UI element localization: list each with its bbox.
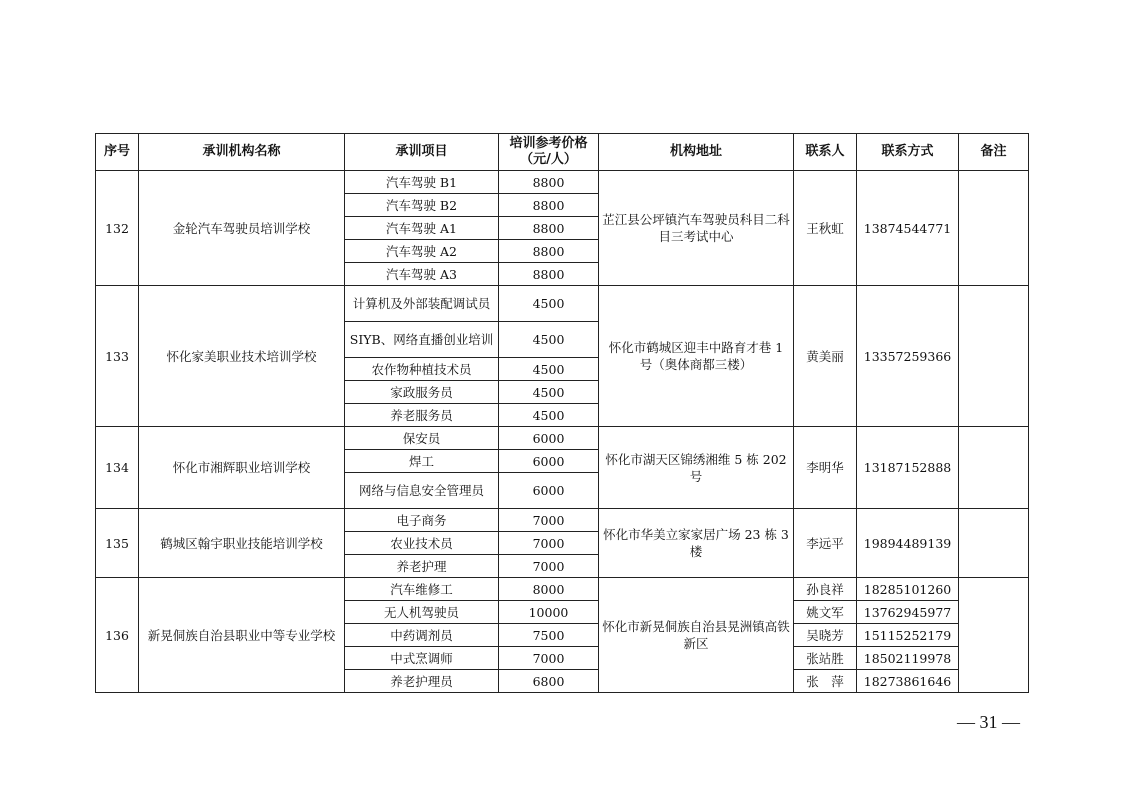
contact-person: 张 萍 — [794, 670, 857, 693]
course-name: 汽车驾驶 A1 — [345, 217, 499, 240]
contact-phone: 19894489139 — [857, 509, 959, 578]
table-row — [96, 578, 1029, 601]
course-name: 保安员 — [345, 427, 499, 450]
page-number: — 31 — — [957, 712, 1020, 732]
contact-person: 张站胜 — [794, 647, 857, 670]
institution-address: 怀化市湖天区锦绣湘维 5 栋 202 号 — [599, 427, 794, 509]
note-cell — [959, 427, 1029, 509]
course-name: 中式烹调师 — [345, 647, 499, 670]
contact-phone: 18285101260 — [857, 578, 959, 601]
header-no: 序号 — [96, 134, 139, 171]
course-price: 10000 — [499, 601, 599, 624]
table-header-row — [96, 134, 1029, 171]
row-number: 136 — [96, 578, 139, 693]
table-row — [96, 427, 1029, 450]
institution-name: 金轮汽车驾驶员培训学校 — [139, 171, 345, 286]
course-name: 汽车驾驶 A3 — [345, 263, 499, 286]
course-name: 中药调剂员 — [345, 624, 499, 647]
course-name: 养老护理 — [345, 555, 499, 578]
course-price: 8800 — [499, 217, 599, 240]
course-name: 农作物种植技术员 — [345, 358, 499, 381]
course-name: 汽车驾驶 A2 — [345, 240, 499, 263]
table-row — [96, 171, 1029, 194]
contact-phone: 13762945977 — [857, 601, 959, 624]
header-institution: 承训机构名称 — [139, 134, 345, 171]
contact-phone: 13357259366 — [857, 286, 959, 427]
header-note: 备注 — [959, 134, 1029, 171]
course-price: 7000 — [499, 532, 599, 555]
contact-phone: 18273861646 — [857, 670, 959, 693]
course-price: 7000 — [499, 509, 599, 532]
institution-name: 怀化市湘辉职业培训学校 — [139, 427, 345, 509]
contact-phone: 15115252179 — [857, 624, 959, 647]
contact-person: 吴晓芳 — [794, 624, 857, 647]
row-number: 132 — [96, 171, 139, 286]
contact-person: 姚文军 — [794, 601, 857, 624]
header-price: 培训参考价格（元/人） — [499, 134, 599, 171]
note-cell — [959, 509, 1029, 578]
course-name: 汽车驾驶 B2 — [345, 194, 499, 217]
course-name: 计算机及外部装配调试员 — [345, 286, 499, 322]
header-address: 机构地址 — [599, 134, 794, 171]
course-price: 8800 — [499, 240, 599, 263]
course-price: 4500 — [499, 322, 599, 358]
course-price: 6000 — [499, 473, 599, 509]
course-name: 农业技术员 — [345, 532, 499, 555]
course-price: 8800 — [499, 263, 599, 286]
course-price: 8000 — [499, 578, 599, 601]
contact-phone: 13874544771 — [857, 171, 959, 286]
institution-name: 鹤城区翰宇职业技能培训学校 — [139, 509, 345, 578]
training-institutions-table — [95, 133, 1029, 693]
contact-phone: 13187152888 — [857, 427, 959, 509]
institution-name: 怀化家美职业技术培训学校 — [139, 286, 345, 427]
row-number: 135 — [96, 509, 139, 578]
course-price: 7000 — [499, 555, 599, 578]
course-name: 汽车驾驶 B1 — [345, 171, 499, 194]
course-price: 4500 — [499, 404, 599, 427]
course-name: 汽车维修工 — [345, 578, 499, 601]
course-name: 无人机驾驶员 — [345, 601, 499, 624]
contact-person: 李明华 — [794, 427, 857, 509]
institution-address: 芷江县公坪镇汽车驾驶员科目二科目三考试中心 — [599, 171, 794, 286]
header-course: 承训项目 — [345, 134, 499, 171]
course-name: 网络与信息安全管理员 — [345, 473, 499, 509]
course-name: 养老护理员 — [345, 670, 499, 693]
contact-person: 黄美丽 — [794, 286, 857, 427]
course-price: 7000 — [499, 647, 599, 670]
table-row — [96, 286, 1029, 322]
institution-address: 怀化市鹤城区迎丰中路育才巷 1 号（奥体商都三楼） — [599, 286, 794, 427]
course-price: 6800 — [499, 670, 599, 693]
institution-address: 怀化市华美立家家居广场 23 栋 3 楼 — [599, 509, 794, 578]
header-phone: 联系方式 — [857, 134, 959, 171]
course-price: 6000 — [499, 427, 599, 450]
course-price: 8800 — [499, 171, 599, 194]
row-number: 134 — [96, 427, 139, 509]
row-number: 133 — [96, 286, 139, 427]
course-price: 6000 — [499, 450, 599, 473]
note-cell — [959, 171, 1029, 286]
header-contact: 联系人 — [794, 134, 857, 171]
course-price: 4500 — [499, 358, 599, 381]
contact-person: 李远平 — [794, 509, 857, 578]
course-name: 电子商务 — [345, 509, 499, 532]
institution-name: 新晃侗族自治县职业中等专业学校 — [139, 578, 345, 693]
course-price: 7500 — [499, 624, 599, 647]
course-name: SIYB、网络直播创业培训 — [345, 322, 499, 358]
contact-person: 王秋虹 — [794, 171, 857, 286]
course-name: 养老服务员 — [345, 404, 499, 427]
course-name: 家政服务员 — [345, 381, 499, 404]
course-price: 4500 — [499, 381, 599, 404]
contact-person: 孙良祥 — [794, 578, 857, 601]
course-name: 焊工 — [345, 450, 499, 473]
contact-phone: 18502119978 — [857, 647, 959, 670]
course-price: 8800 — [499, 194, 599, 217]
course-price: 4500 — [499, 286, 599, 322]
note-cell — [959, 286, 1029, 427]
table-row — [96, 509, 1029, 532]
note-cell — [959, 578, 1029, 693]
table-body — [96, 171, 1029, 693]
institution-address: 怀化市新晃侗族自治县晃洲镇高铁新区 — [599, 578, 794, 693]
